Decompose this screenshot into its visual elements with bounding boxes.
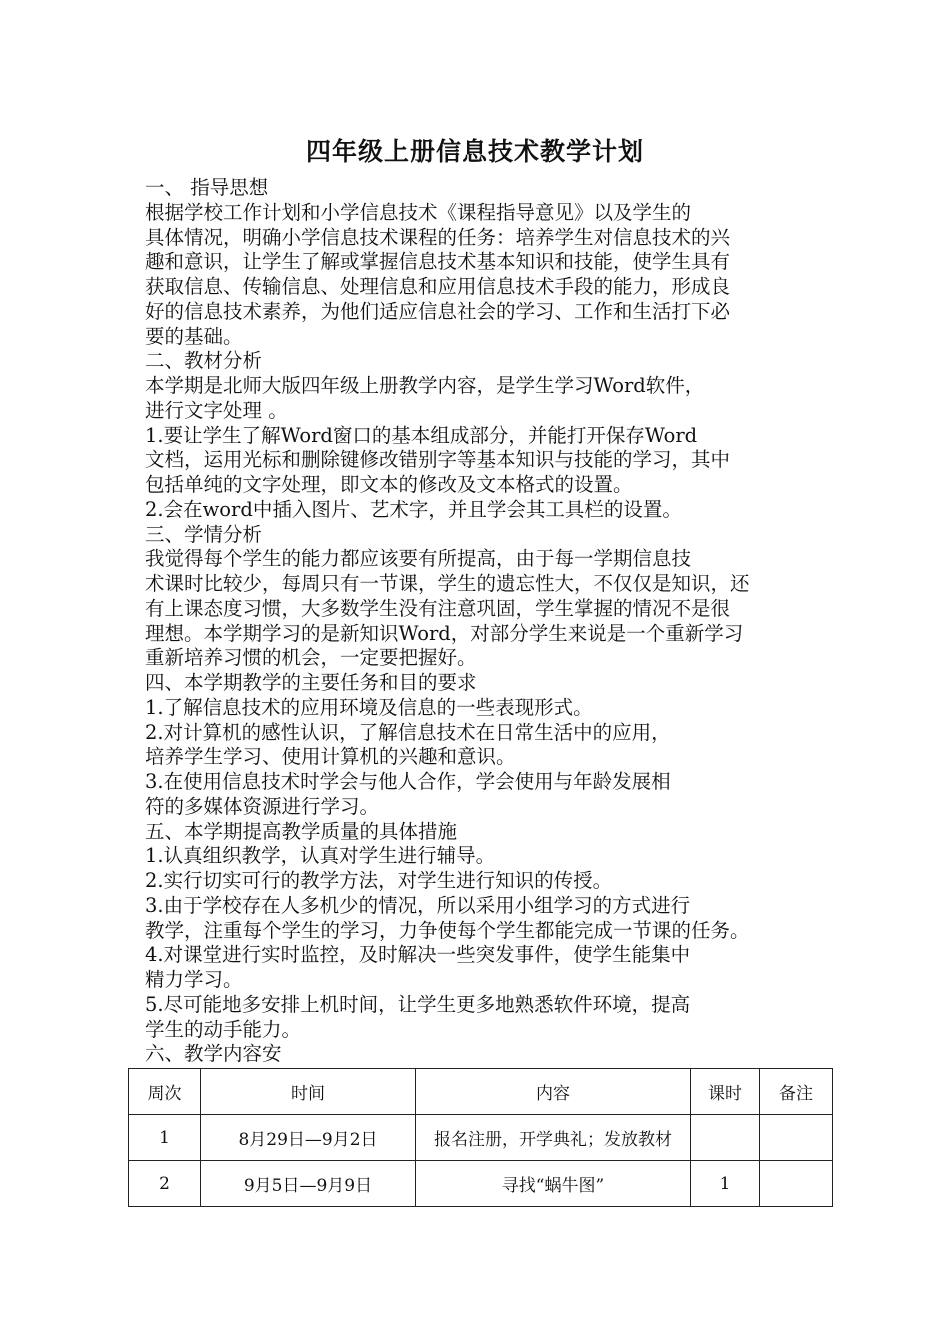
body-line: 要的基础。 xyxy=(145,324,243,348)
body-line: 根据学校工作计划和小学信息技术《课程指导意见》以及学生的 xyxy=(145,200,692,224)
body-line: 本学期是北师大版四年级上册教学内容，是学生学习Word软件， xyxy=(145,374,705,397)
table-row xyxy=(129,1161,833,1207)
body-line: 四、本学期教学的主要任务和目的要求 xyxy=(145,671,477,694)
table-row xyxy=(129,1115,833,1161)
cell-hours: 1 xyxy=(691,1161,760,1207)
header-notes: 备注 xyxy=(760,1069,833,1115)
body-line: 有上课态度习惯，大多数学生没有注意巩固，学生掌握的情况不是很 xyxy=(145,596,731,620)
body-line: 学生的动手能力。 xyxy=(145,1017,302,1041)
body-line: 理想。本学期学习的是新知识Word，对部分学生来说是一个重新学习 xyxy=(145,621,744,645)
body-line: 好的信息技术素养，为他们适应信息社会的学习、工作和生活打下必 xyxy=(145,299,731,323)
body-line: 术课时比较少，每周只有一节课，学生的遗忘性大，不仅仅是知识，还 xyxy=(145,572,750,595)
body-line: 进行文字处理 。 xyxy=(145,398,288,422)
body-line: 六、教学内容安 xyxy=(145,1042,282,1066)
body-line: 5.尽可能地多安排上机时间，让学生更多地熟悉软件环境，提高 xyxy=(145,992,691,1016)
body-line: 符的多媒体资源进行学习。 xyxy=(145,794,380,818)
cell-content: 寻找“蜗牛图” xyxy=(416,1161,691,1207)
body-line: 1.认真组织教学，认真对学生进行辅导。 xyxy=(145,844,496,868)
body-line: 二、教材分析 xyxy=(145,349,263,373)
body-line: 文档，运用光标和删除键修改错别字等基本知识与技能的学习，其中 xyxy=(145,448,731,472)
body-line: 2.会在word中插入图片、艺术字，并且学会其工具栏的设置。 xyxy=(145,497,682,521)
body-line: 包括单纯的文字处理，即文本的修改及文本格式的设置。 xyxy=(145,473,633,496)
body-line: 4.对课堂进行实时监控，及时解决一些突发事件，使学生能集中 xyxy=(145,943,691,967)
body-line: 五、本学期提高教学质量的具体措施 xyxy=(145,819,458,843)
cell-week: 1 xyxy=(129,1115,201,1161)
body-line: 获取信息、传输信息、处理信息和应用信息技术手段的能力，形成良 xyxy=(145,275,731,298)
table-header-row xyxy=(129,1069,833,1115)
body-line: 三、学情分析 xyxy=(145,522,263,546)
header-week: 周次 xyxy=(129,1069,201,1115)
header-hours: 课时 xyxy=(691,1069,760,1115)
body-line: 重新培养习惯的机会，一定要把握好。 xyxy=(145,646,477,670)
body-line: 1.了解信息技术的应用环境及信息的一些表现形式。 xyxy=(145,695,593,719)
body-line: 一、 指导思想 xyxy=(145,176,269,199)
cell-time: 9月5日—9月9日 xyxy=(201,1161,416,1207)
body-line: 3.由于学校存在人多机少的情况，所以采用小组学习的方式进行 xyxy=(145,893,691,917)
body-line: 趣和意识，让学生了解或掌握信息技术基本知识和技能，使学生具有 xyxy=(145,250,731,274)
cell-notes xyxy=(760,1115,833,1161)
document-title: 四年级上册信息技术教学计划 xyxy=(305,137,644,166)
body-line: 1.要让学生了解Word窗口的基本组成部分，并能打开保存Word xyxy=(145,423,698,447)
body-line: 具体情况，明确小学信息技术课程的任务：培养学生对信息技术的兴 xyxy=(145,225,731,249)
cell-hours xyxy=(691,1115,760,1161)
body-line: 2.对计算机的感性认识，了解信息技术在日常生活中的应用， xyxy=(145,720,671,744)
body-line: 培养学生学习、使用计算机的兴趣和意识。 xyxy=(145,745,516,769)
body-line: 精力学习。 xyxy=(145,968,243,991)
body-line: 我觉得每个学生的能力都应该要有所提高，由于每一学期信息技 xyxy=(145,547,692,571)
cell-week: 2 xyxy=(129,1161,201,1207)
header-content: 内容 xyxy=(416,1069,691,1115)
cell-content: 报名注册，开学典礼；发放教材 xyxy=(416,1115,691,1161)
body-line: 教学，注重每个学生的学习，力争使每个学生都能完成一节课的任务。 xyxy=(145,918,750,942)
cell-time: 8月29日—9月2日 xyxy=(201,1115,416,1161)
body-line: 3.在使用信息技术时学会与他人合作，学会使用与年龄发展相 xyxy=(145,770,671,793)
cell-notes xyxy=(760,1161,833,1207)
header-time: 时间 xyxy=(201,1069,416,1115)
body-line: 2.实行切实可行的教学方法，对学生进行知识的传授。 xyxy=(145,869,613,892)
schedule-table xyxy=(128,1068,833,1207)
